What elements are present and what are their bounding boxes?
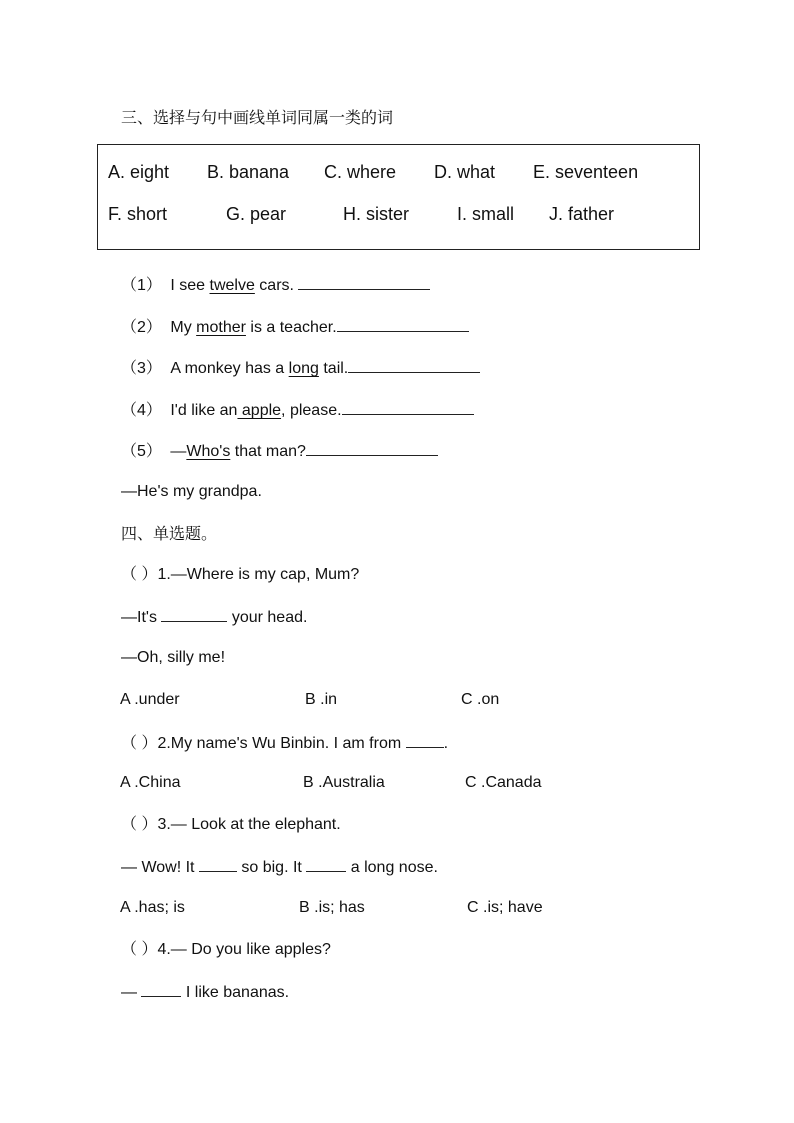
section-3-item-4 — [121, 399, 474, 421]
item-text-pre: — — [170, 443, 187, 460]
item-text-pre: I'd like an — [170, 402, 238, 419]
item-number: （2） — [121, 319, 162, 336]
section-3-item-1 — [121, 274, 430, 296]
fill-blank[interactable] — [141, 981, 181, 997]
item-5-response: —He's my grandpa. — [121, 483, 262, 500]
section-3-item-5 — [121, 440, 438, 462]
line-text: a long nose. — [346, 859, 438, 876]
option-i: I. small — [457, 204, 515, 224]
underlined-word: twelve — [209, 277, 255, 294]
option-g: G. pear — [226, 204, 287, 224]
word-options-box — [97, 144, 700, 250]
item-text-pre: I see — [170, 277, 210, 294]
section-3-title: 三、选择与句中画线单词同属一类的词 — [121, 108, 394, 127]
underlined-word: long — [288, 360, 319, 377]
underlined-word: Who's — [186, 443, 231, 460]
section-4-title: 四、单选题。 — [121, 524, 218, 543]
choice-c[interactable]: C .is; have — [467, 899, 543, 916]
option-h: H. sister — [343, 204, 410, 224]
answer-paren[interactable]: （ ） — [121, 566, 158, 583]
answer-blank[interactable] — [348, 357, 480, 373]
option-e: E. seventeen — [533, 162, 639, 182]
question-text: 3.— Look at the elephant. — [157, 816, 341, 833]
line-text: so big. It — [236, 859, 307, 876]
choice-c[interactable]: C .Canada — [465, 774, 542, 791]
question-2 — [121, 732, 448, 754]
line-text: —It's — [121, 609, 162, 626]
choice-b[interactable]: B .Australia — [303, 774, 385, 791]
option-c: C. where — [324, 162, 397, 182]
item-number: （4） — [121, 402, 162, 419]
item-text-post: cars. — [254, 277, 299, 294]
option-f: F. short — [108, 204, 168, 224]
answer-paren[interactable]: （ ） — [121, 735, 158, 752]
item-text-pre: My — [170, 319, 197, 336]
fill-blank[interactable] — [406, 732, 444, 748]
question-4 — [121, 940, 331, 960]
question-text: 1.—Where is my cap, Mum? — [157, 566, 360, 583]
question-text: 4.— Do you like apples? — [157, 941, 331, 958]
answer-paren[interactable]: （ ） — [121, 816, 158, 833]
question-1-line-3: —Oh, silly me! — [121, 649, 226, 666]
choice-a[interactable]: A .China — [120, 774, 181, 791]
option-d: D. what — [434, 162, 496, 182]
item-text-post: is a teacher. — [245, 319, 337, 336]
section-3-item-3 — [121, 357, 480, 379]
underlined-word: mother — [196, 319, 246, 336]
answer-blank[interactable] — [337, 316, 469, 332]
item-text-post: that man? — [230, 443, 306, 460]
answer-blank[interactable] — [306, 440, 438, 456]
answer-blank[interactable] — [342, 399, 474, 415]
choice-b[interactable]: B .in — [305, 691, 338, 708]
choice-c[interactable]: C .on — [461, 691, 500, 708]
choice-a[interactable]: A .under — [120, 691, 180, 708]
fill-blank[interactable] — [161, 606, 227, 622]
answer-paren[interactable]: （ ） — [121, 941, 158, 958]
fill-blank[interactable] — [199, 856, 237, 872]
question-1 — [121, 565, 359, 585]
fill-blank[interactable] — [306, 856, 346, 872]
question-text-end: . — [443, 735, 449, 752]
question-3-line-2 — [121, 856, 438, 878]
item-text-pre: A monkey has a — [170, 360, 289, 377]
question-text: 2.My name's Wu Binbin. I am from — [157, 735, 406, 752]
line-text: — Wow! It — [121, 859, 199, 876]
line-text: I like bananas. — [181, 984, 290, 1001]
item-number: （5） — [121, 443, 162, 460]
question-4-line-2 — [121, 981, 289, 1003]
underlined-word: apple — [237, 402, 282, 419]
option-b: B. banana — [207, 162, 290, 182]
option-a: A. eight — [108, 162, 170, 182]
item-text-post: tail. — [318, 360, 349, 377]
question-3 — [121, 815, 341, 835]
line-text: — — [121, 984, 142, 1001]
item-number: （1） — [121, 277, 162, 294]
answer-blank[interactable] — [298, 274, 430, 290]
line-text: your head. — [227, 609, 308, 626]
section-3-item-2 — [121, 316, 469, 338]
item-text-post: , please. — [281, 402, 342, 419]
question-1-line-2 — [121, 606, 307, 628]
choice-b[interactable]: B .is; has — [299, 899, 365, 916]
option-j: J. father — [549, 204, 615, 224]
item-number: （3） — [121, 360, 162, 377]
choice-a[interactable]: A .has; is — [120, 899, 185, 916]
